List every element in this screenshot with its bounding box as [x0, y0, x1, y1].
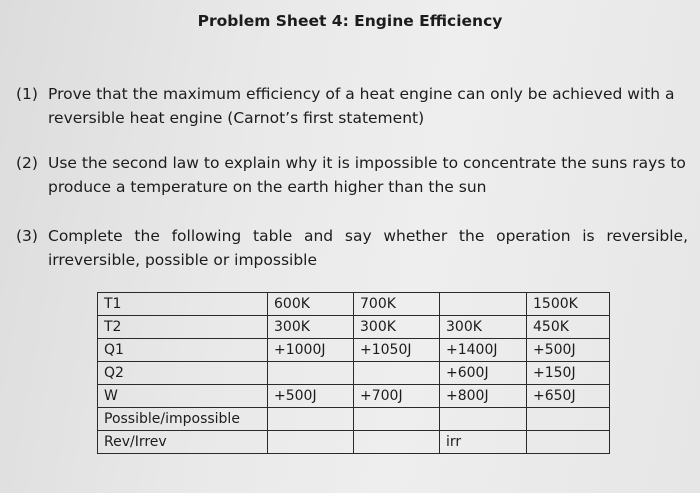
table-cell [354, 431, 440, 454]
question-number: (1) [16, 85, 38, 103]
table-cell: 300K [268, 316, 354, 339]
table-row [98, 408, 610, 431]
question-text: Use the second law to explain why it is impossible to concentrate the suns rays to produce a temperature on the earth higher than the sun [48, 154, 686, 196]
table-cell: 1500K [527, 293, 610, 316]
table-cell: 600K [268, 293, 354, 316]
table-cell [527, 408, 610, 431]
table-cell: +800J [440, 385, 527, 408]
table-cell: T2 [98, 316, 268, 339]
table-cell: +700J [354, 385, 440, 408]
table-cell [268, 362, 354, 385]
table-cell [354, 362, 440, 385]
question-text: Prove that the maximum efficiency of a heat engine can only be achieved with a reversible heat engine (Carnot’s first statement) [48, 85, 675, 127]
table-cell: W [98, 385, 268, 408]
table-cell: T1 [98, 293, 268, 316]
table-row [98, 316, 610, 339]
engine-table [97, 292, 610, 454]
table-row [98, 339, 610, 362]
table-row [98, 362, 610, 385]
page-title: Problem Sheet 4: Engine Efficiency [197, 12, 503, 30]
table-row [98, 431, 610, 454]
question-number: (3) [16, 227, 38, 245]
table-cell: +500J [268, 385, 354, 408]
table-cell: irr [440, 431, 527, 454]
table-cell: Q2 [98, 362, 268, 385]
table-cell: +500J [527, 339, 610, 362]
table-row [98, 293, 610, 316]
question-number: (2) [16, 154, 38, 172]
table-cell: 300K [354, 316, 440, 339]
table-cell: +150J [527, 362, 610, 385]
table-cell: +1050J [354, 339, 440, 362]
table-cell [268, 408, 354, 431]
table-row [98, 385, 610, 408]
table-cell: +1400J [440, 339, 527, 362]
question-3 [16, 224, 688, 272]
table-cell [440, 293, 527, 316]
table-cell [440, 408, 527, 431]
question-2 [16, 151, 688, 199]
table-cell: Possible/impossible [98, 408, 268, 431]
table-cell: 700K [354, 293, 440, 316]
table-cell: +650J [527, 385, 610, 408]
table-cell: +1000J [268, 339, 354, 362]
table-cell: 450K [527, 316, 610, 339]
question-text: Complete the following table and say whether the operation is reversible, irreversible, possible or impossible [48, 227, 688, 269]
table-cell [527, 431, 610, 454]
table-cell: Q1 [98, 339, 268, 362]
table-cell: Rev/Irrev [98, 431, 268, 454]
table-cell [354, 408, 440, 431]
table-cell: 300K [440, 316, 527, 339]
question-1 [16, 82, 688, 130]
table-cell [268, 431, 354, 454]
table-cell: +600J [440, 362, 527, 385]
